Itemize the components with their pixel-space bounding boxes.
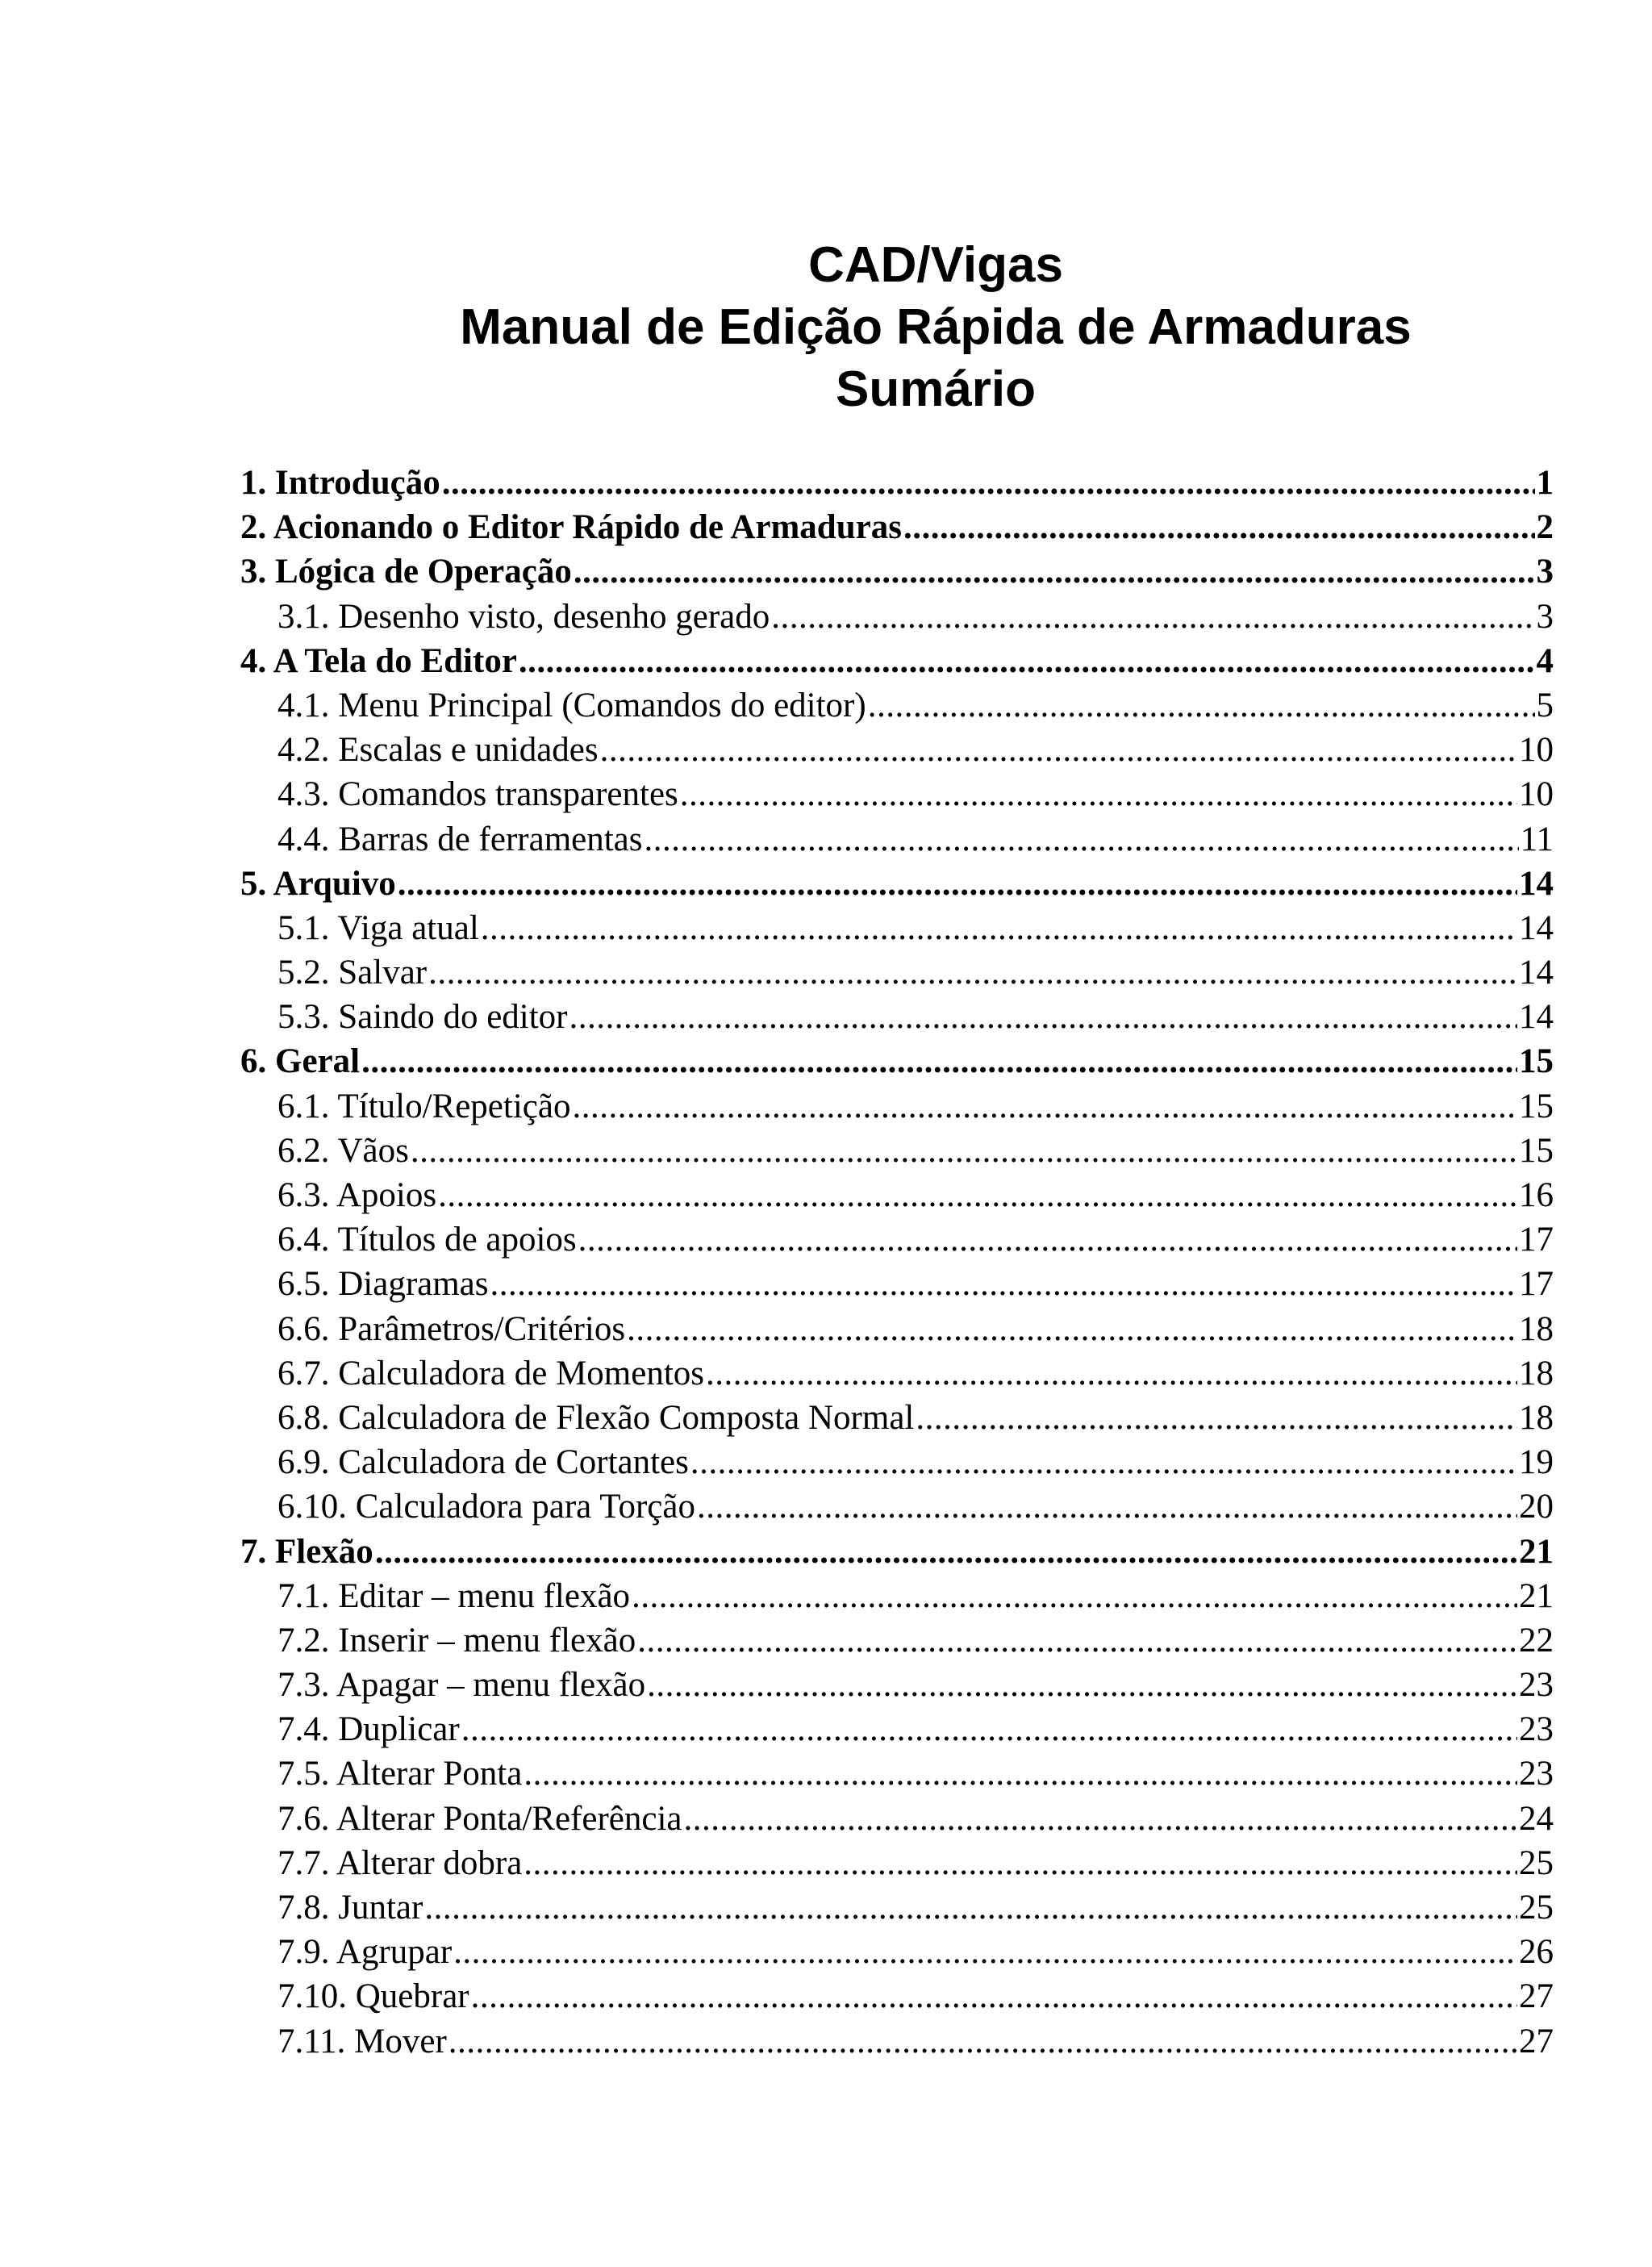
toc-page-number: 10 <box>1519 731 1554 770</box>
toc-page-number: 10 <box>1519 775 1554 814</box>
toc-subsection-entry[interactable] <box>240 817 1554 862</box>
toc-subsection-entry[interactable] <box>240 1262 1554 1306</box>
toc-subsection-entry[interactable] <box>240 1618 1554 1663</box>
toc-section-entry[interactable] <box>240 1039 1554 1083</box>
toc-subsection-entry[interactable] <box>240 1930 1554 1974</box>
toc-entry-title: 7.6. Alterar Ponta/Referência <box>277 1799 682 1838</box>
toc-dot-leader <box>680 772 1517 816</box>
toc-subsection-entry[interactable] <box>240 1484 1554 1529</box>
toc-dot-leader <box>916 1396 1517 1440</box>
toc-page-number: 26 <box>1519 1933 1554 1972</box>
toc-subsection-entry[interactable] <box>240 1217 1554 1262</box>
toc-page-number: 17 <box>1519 1265 1554 1304</box>
toc-entry-title: 7.9. Agrupar <box>277 1933 453 1972</box>
toc-entry-title: 4. A Tela do Editor <box>240 641 517 680</box>
toc-entry-title: 7.5. Alterar Ponta <box>277 1755 523 1793</box>
toc-dot-leader <box>453 1930 1517 1974</box>
toc-dot-leader <box>574 549 1535 594</box>
toc-entry-title: 4.4. Barras de ferramentas <box>277 820 643 858</box>
toc-page-number: 25 <box>1519 1843 1554 1882</box>
toc-dot-leader <box>572 1084 1517 1129</box>
toc-entry-title: 5.2. Salvar <box>277 954 428 992</box>
toc-entry-title: 2. Acionando o Editor Rápido de Armaduras <box>240 508 902 547</box>
toc-dot-leader <box>683 1797 1517 1841</box>
toc-section-entry[interactable] <box>240 1530 1554 1574</box>
toc-dot-leader <box>637 1618 1517 1663</box>
toc-dot-leader <box>424 1885 1517 1930</box>
toc-entry-title: 3.1. Desenho visto, desenho gerado <box>277 597 770 636</box>
toc-entry-title: 5.1. Viga atual <box>277 908 479 947</box>
toc-dot-leader <box>481 906 1517 950</box>
toc-page-number: 27 <box>1519 2022 1554 2060</box>
toc-dot-leader <box>771 595 1534 639</box>
toc-page-number: 15 <box>1519 1042 1554 1081</box>
toc-page-number: 23 <box>1519 1710 1554 1749</box>
toc-entry-title: 6.9. Calculadora de Cortantes <box>277 1443 689 1482</box>
toc-dot-leader <box>375 1530 1517 1574</box>
toc-page-number: 15 <box>1519 1131 1554 1170</box>
toc-section-entry[interactable] <box>240 549 1554 594</box>
document-title <box>0 234 1652 420</box>
toc-subsection-entry[interactable] <box>240 995 1554 1039</box>
toc-entry-title: 5. Arquivo <box>240 864 396 903</box>
toc-dot-leader <box>706 1351 1517 1396</box>
toc-subsection-entry[interactable] <box>240 1574 1554 1618</box>
toc-subsection-entry[interactable] <box>240 1841 1554 1885</box>
toc-entry-title: 7.8. Juntar <box>277 1889 423 1927</box>
toc-subsection-entry[interactable] <box>240 2019 1554 2064</box>
toc-dot-leader <box>645 817 1519 862</box>
toc-subsection-entry[interactable] <box>240 595 1554 639</box>
toc-entry-title: 4.3. Comandos transparentes <box>277 775 678 814</box>
toc-subsection-entry[interactable] <box>240 1129 1554 1173</box>
toc-page-number: 17 <box>1519 1221 1554 1259</box>
title-line-summary: Sumário <box>835 361 1037 417</box>
toc-entry-title: 4.2. Escalas e unidades <box>277 731 599 770</box>
toc-entry-title: 1. Introdução <box>240 464 440 502</box>
toc-page-number: 11 <box>1520 820 1554 858</box>
toc-page-number: 1 <box>1536 464 1554 502</box>
toc-dot-leader <box>632 1574 1517 1618</box>
toc-entry-title: 6.2. Vãos <box>277 1131 409 1170</box>
toc-dot-leader <box>442 461 1535 505</box>
toc-section-entry[interactable] <box>240 505 1554 549</box>
toc-dot-leader <box>868 683 1535 728</box>
toc-page-number: 19 <box>1519 1443 1554 1482</box>
toc-dot-leader <box>448 2019 1517 2064</box>
toc-subsection-entry[interactable] <box>240 1351 1554 1396</box>
toc-section-entry[interactable] <box>240 862 1554 906</box>
toc-subsection-entry[interactable] <box>240 1751 1554 1796</box>
toc-page-number: 18 <box>1519 1309 1554 1348</box>
toc-dot-leader <box>490 1262 1517 1306</box>
toc-page-number: 14 <box>1519 998 1554 1037</box>
toc-entry-title: 7.10. Quebrar <box>277 1977 469 2016</box>
toc-dot-leader <box>471 1974 1517 2019</box>
toc-page-number: 23 <box>1519 1755 1554 1793</box>
toc-page-number: 3 <box>1536 553 1554 591</box>
toc-entry-title: 4.1. Menu Principal (Comandos do editor) <box>277 686 866 724</box>
toc-entry-title: 6.8. Calculadora de Flexão Composta Normal <box>277 1398 915 1437</box>
toc-page-number: 3 <box>1536 597 1554 636</box>
toc-dot-leader <box>524 1841 1517 1885</box>
toc-page-number: 21 <box>1519 1576 1554 1615</box>
toc-page-number: 25 <box>1519 1889 1554 1927</box>
toc-page-number: 20 <box>1519 1488 1554 1526</box>
toc-page-number: 4 <box>1536 641 1554 680</box>
toc-subsection-entry[interactable] <box>240 1974 1554 2019</box>
toc-dot-leader <box>361 1039 1517 1083</box>
toc-dot-leader <box>903 505 1535 549</box>
toc-page-number: 22 <box>1519 1621 1554 1660</box>
toc-entry-title: 6.1. Título/Repetição <box>277 1087 571 1125</box>
toc-page-number: 5 <box>1536 686 1554 724</box>
toc-page-number: 18 <box>1519 1398 1554 1437</box>
toc-section-entry[interactable] <box>240 639 1554 683</box>
toc-dot-leader <box>519 639 1535 683</box>
toc-dot-leader <box>647 1663 1517 1707</box>
toc-page-number: 14 <box>1519 908 1554 947</box>
toc-entry-title: 6.3. Apoios <box>277 1176 437 1214</box>
toc-dot-leader <box>627 1307 1517 1351</box>
toc-dot-leader <box>690 1440 1517 1484</box>
title-line-product: CAD/Vigas <box>808 237 1063 293</box>
toc-page-number: 18 <box>1519 1354 1554 1392</box>
toc-dot-leader <box>600 728 1517 772</box>
toc-dot-leader <box>697 1484 1517 1529</box>
toc-dot-leader <box>578 1217 1517 1262</box>
toc-entry-title: 7.3. Apagar – menu flexão <box>277 1666 646 1705</box>
toc-entry-title: 6.7. Calculadora de Momentos <box>277 1354 705 1392</box>
toc-entry-title: 7. Flexão <box>240 1532 373 1571</box>
toc-subsection-entry[interactable] <box>240 1396 1554 1440</box>
toc-subsection-entry[interactable] <box>240 1707 1554 1751</box>
toc-page-number: 27 <box>1519 1977 1554 2016</box>
toc-dot-leader <box>569 995 1518 1039</box>
toc-page-number: 24 <box>1519 1799 1554 1838</box>
toc-page-number: 14 <box>1519 954 1554 992</box>
toc-entry-title: 7.2. Inserir – menu flexão <box>277 1621 636 1660</box>
toc-entry-title: 7.11. Mover <box>277 2022 447 2060</box>
toc-entry-title: 7.1. Editar – menu flexão <box>277 1576 631 1615</box>
toc-dot-leader <box>428 950 1517 995</box>
toc-dot-leader <box>438 1173 1517 1217</box>
toc-subsection-entry[interactable] <box>240 728 1554 772</box>
toc-entry-title: 3. Lógica de Operação <box>240 553 572 591</box>
toc-subsection-entry[interactable] <box>240 772 1554 816</box>
toc-subsection-entry[interactable] <box>240 1307 1554 1351</box>
toc-page-number: 21 <box>1519 1532 1554 1571</box>
toc-section-entry[interactable] <box>240 461 1554 505</box>
toc-dot-leader <box>524 1751 1517 1796</box>
toc-subsection-entry[interactable] <box>240 1440 1554 1484</box>
toc-entry-title: 6.10. Calculadora para Torção <box>277 1488 695 1526</box>
toc-page-number: 23 <box>1519 1666 1554 1705</box>
toc-subsection-entry[interactable] <box>240 1084 1554 1129</box>
toc-subsection-entry[interactable] <box>240 950 1554 995</box>
toc-entry-title: 7.7. Alterar dobra <box>277 1843 523 1882</box>
toc-entry-title: 5.3. Saindo do editor <box>277 998 568 1037</box>
toc-page-number: 14 <box>1519 864 1554 903</box>
toc-subsection-entry[interactable] <box>240 683 1554 728</box>
toc-entry-title: 6.6. Parâmetros/Critérios <box>277 1309 626 1348</box>
toc-dot-leader <box>398 862 1517 906</box>
toc-subsection-entry[interactable] <box>240 1173 1554 1217</box>
toc-subsection-entry[interactable] <box>240 1885 1554 1930</box>
toc-entry-title: 6. Geral <box>240 1042 361 1081</box>
toc-entry-title: 6.4. Títulos de apoios <box>277 1221 577 1259</box>
toc-subsection-entry[interactable] <box>240 1797 1554 1841</box>
toc-entry-title: 6.5. Diagramas <box>277 1265 489 1304</box>
toc-subsection-entry[interactable] <box>240 906 1554 950</box>
toc-page-number: 2 <box>1536 508 1554 547</box>
toc-entry-title: 7.4. Duplicar <box>277 1710 460 1749</box>
toc-page-number: 15 <box>1519 1087 1554 1125</box>
toc-dot-leader <box>411 1129 1517 1173</box>
toc-subsection-entry[interactable] <box>240 1663 1554 1707</box>
title-line-manual: Manual de Edição Rápida de Armaduras <box>460 299 1412 355</box>
table-of-contents <box>240 461 1554 2064</box>
toc-page-number: 16 <box>1519 1176 1554 1214</box>
toc-dot-leader <box>461 1707 1517 1751</box>
